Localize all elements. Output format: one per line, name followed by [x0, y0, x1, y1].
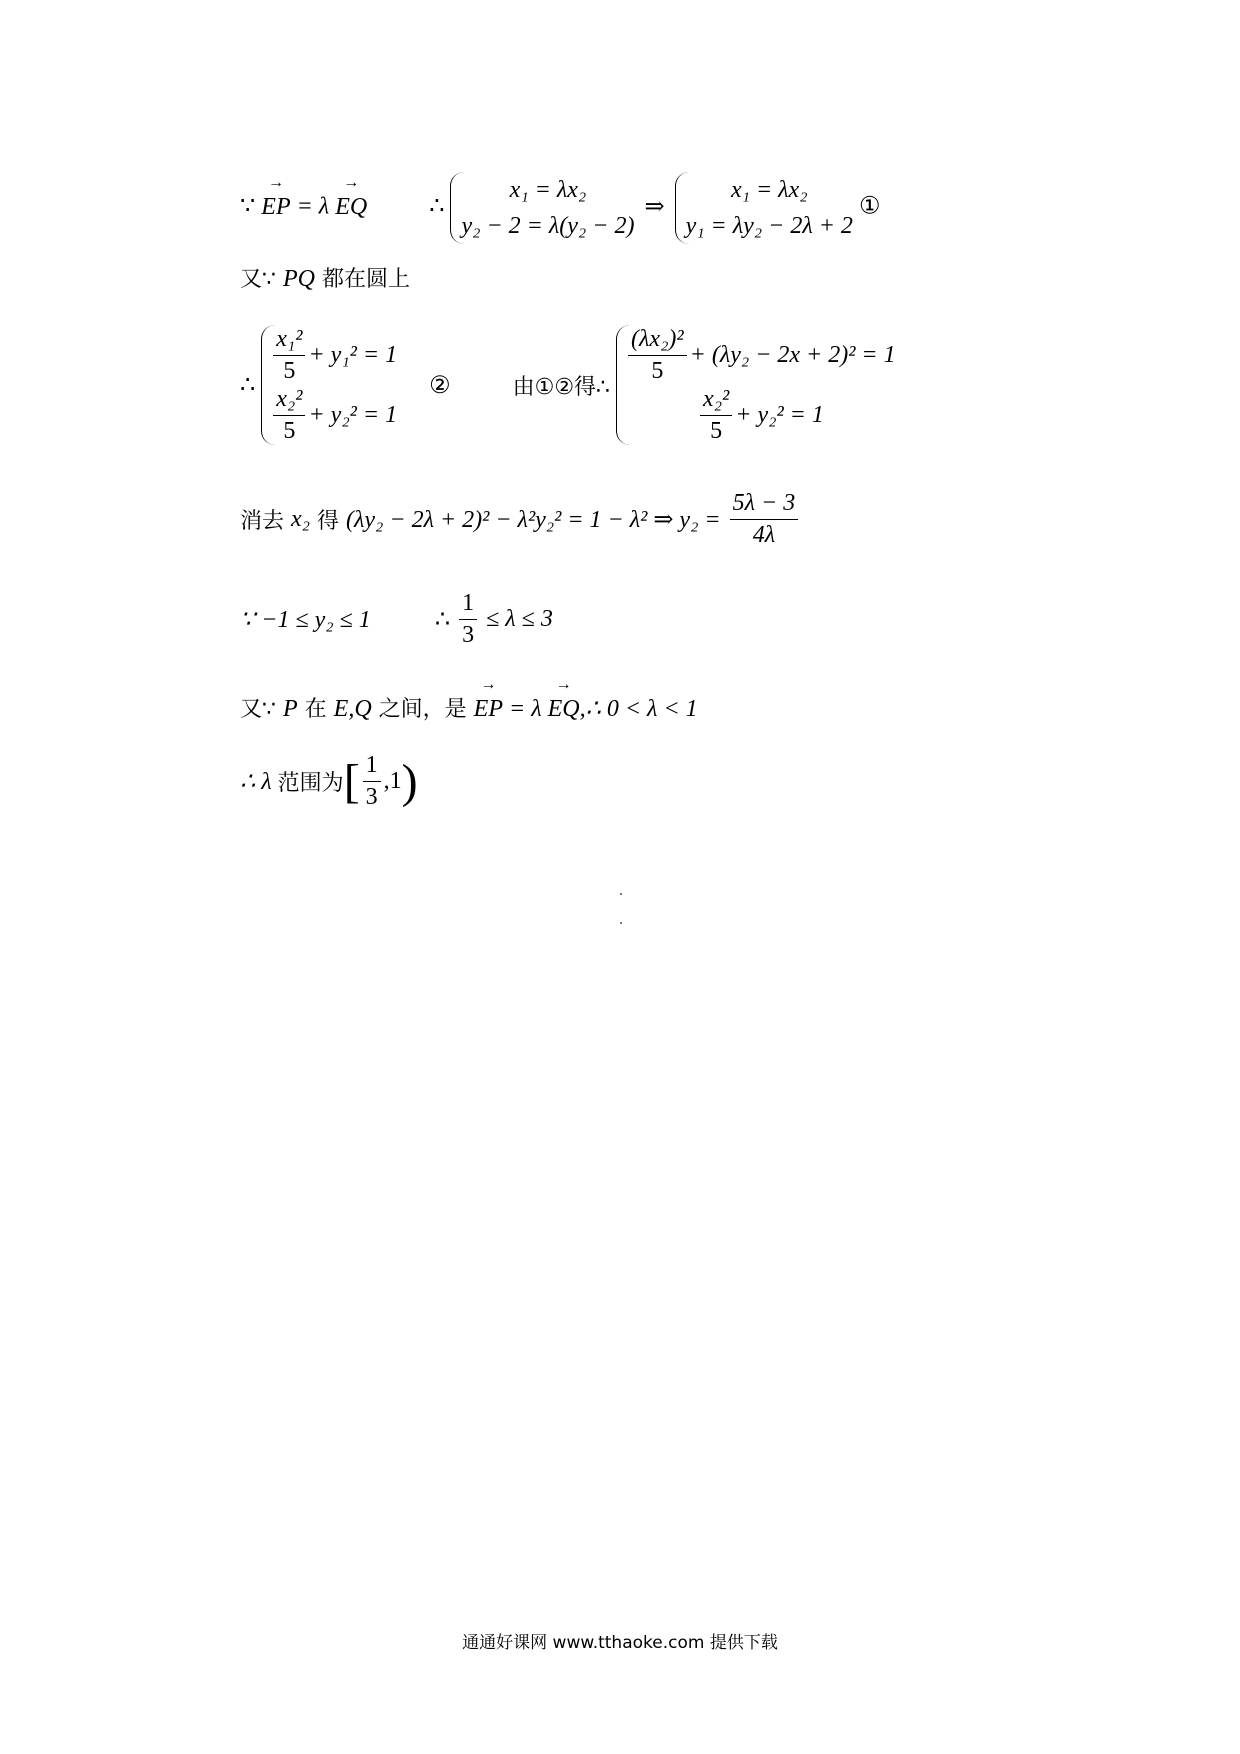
vector-ep: → EP — [474, 696, 503, 723]
line-4 — [240, 490, 801, 549]
footer: 通通好课网 www.tthaoke.com 提供下载 — [462, 1633, 778, 1653]
eliminate-text: 消去 — [240, 509, 291, 534]
scan-dot — [620, 922, 622, 924]
therefore-symbol: ∴ — [429, 193, 445, 220]
fraction: $\frac{\text{x₁²}}{5}$ — [273, 326, 305, 385]
fraction: $\frac{\text{x₂²}}{5}$ — [700, 386, 732, 445]
text: 之间，是 — [371, 697, 474, 722]
system-2-row-2: y₁ = λy₂ − 2λ + 2 — [685, 213, 853, 239]
equation-tail: + y₂² = 1 — [308, 401, 398, 428]
also-because: 又∵ — [240, 267, 283, 292]
system-2 — [675, 172, 853, 244]
lambda-bounds: ≤ λ ≤ 3 — [480, 606, 553, 632]
line-1 — [240, 172, 880, 244]
range-is-text: 范围为 — [277, 771, 344, 796]
line-6 — [240, 692, 698, 723]
equation-tail: + y₂² = 1 — [735, 401, 824, 428]
circled-two: ② — [429, 372, 451, 399]
lambda-range: ,∴ 0 < λ < 1 — [579, 696, 698, 722]
range-end: ,1 — [383, 768, 402, 794]
vector-eq: → EQ — [548, 696, 580, 723]
equals-lambda: = λ — [290, 193, 336, 220]
ellipse-system — [261, 325, 397, 445]
equals-lambda: = λ — [503, 696, 548, 722]
line-5 — [240, 590, 553, 649]
equation-tail: + y₁² = 1 — [308, 341, 398, 368]
line-2 — [240, 262, 410, 293]
therefore-lambda: ∴ λ — [240, 769, 278, 795]
therefore-symbol: ∴ — [434, 607, 451, 633]
combined-system — [616, 325, 896, 445]
points-eq: E,Q — [333, 696, 372, 722]
fraction: $\frac{\text{x₂²}}{5}$ — [273, 386, 305, 445]
vector-ep: → EP — [261, 194, 290, 221]
because-symbol: ∵ — [240, 193, 262, 220]
line-7 — [240, 752, 418, 811]
also-because: 又∵ — [240, 697, 283, 722]
right-paren: ) — [401, 755, 418, 808]
therefore-symbol: ∴ — [240, 372, 256, 399]
point-p: P — [283, 696, 298, 722]
fraction: $\frac{1}{3}$ — [363, 752, 381, 811]
line-3 — [240, 325, 896, 445]
get-text: 得 — [310, 509, 346, 534]
system-1-row-1: x₁ = λx₂ — [509, 177, 587, 203]
fraction: $\frac{5\lambda - 3}{4\lambda}$ — [730, 490, 799, 549]
on-circle-text: 都在圆上 — [315, 267, 410, 292]
equation: (λy₂ − 2λ + 2)² − λ²y₂² = 1 − λ² ⇒ y₂ = — [346, 507, 727, 533]
fraction: $\frac{\text{(λx₂)²}}{5}$ — [628, 326, 687, 385]
equation-tail: + (λy₂ − 2x + 2)² = 1 — [689, 341, 896, 368]
fraction: $\frac{1}{3}$ — [459, 590, 477, 649]
text: 在 — [297, 697, 334, 722]
from-1-2-text: 由①②得∴ — [512, 374, 611, 400]
system-2-row-1: x₁ = λx₂ — [730, 177, 808, 203]
y2-bounds: ∵ −1 ≤ y₂ ≤ 1 — [240, 607, 371, 633]
implies-symbol: ⇒ — [644, 193, 665, 220]
system-1-row-2: y₂ − 2 = λ(y₂ − 2) — [461, 213, 635, 239]
vector-eq: → EQ — [335, 194, 367, 221]
system-1 — [450, 172, 634, 244]
left-bracket: [ — [343, 755, 360, 808]
circled-one: ① — [858, 193, 881, 220]
scan-dot — [620, 893, 622, 895]
variable: x₂ — [291, 506, 310, 532]
points-pq: PQ — [283, 266, 315, 292]
